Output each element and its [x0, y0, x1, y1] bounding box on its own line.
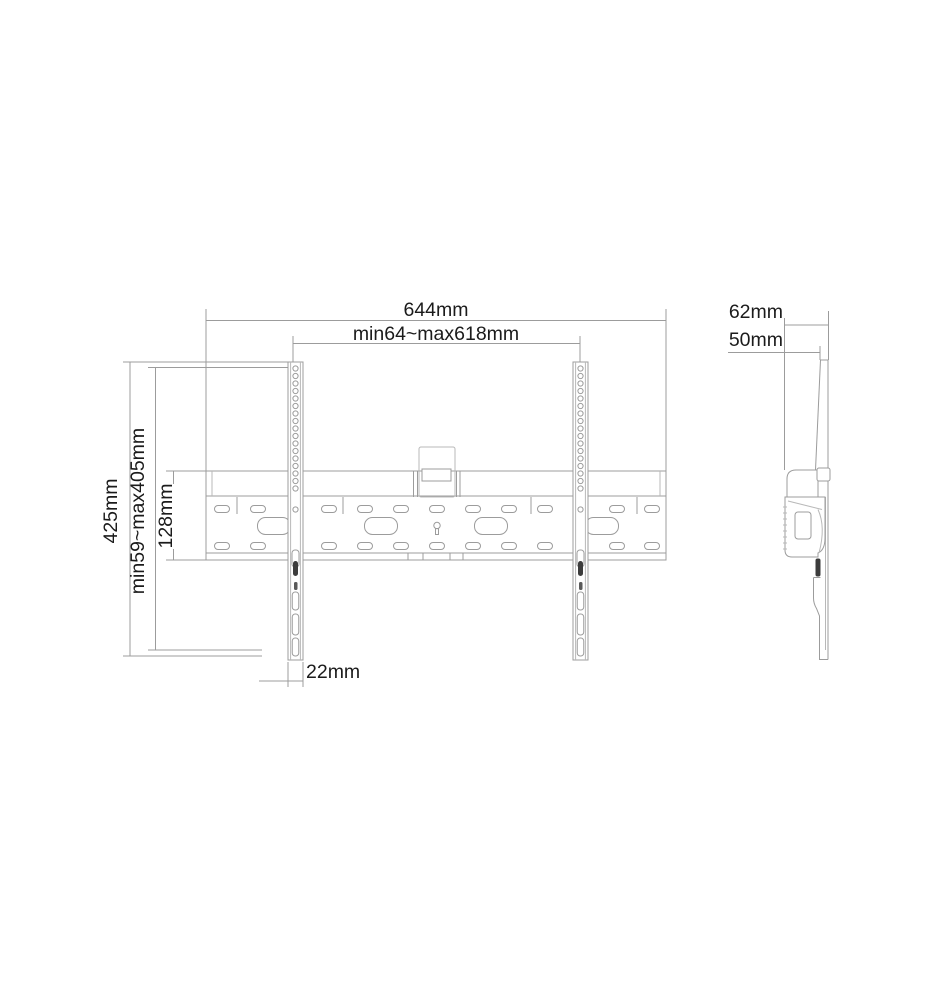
dim-plate-height: 128mm [155, 483, 177, 549]
dim-depth-front: 50mm [728, 329, 783, 351]
right-bracket [573, 362, 588, 660]
center-hook [414, 447, 461, 497]
side-dimensions [728, 301, 829, 470]
dim-arm-width: 22mm [306, 661, 361, 683]
mounting-slots-row-top [215, 506, 660, 513]
keyhole [434, 522, 440, 534]
side-top-clip [817, 468, 830, 481]
dim-total-height: 425mm [100, 478, 122, 544]
dim-mount-height-range: min59~max405mm [127, 427, 149, 595]
dim-mount-width-range: min64~max618mm [352, 323, 520, 345]
left-bracket [288, 362, 303, 660]
dim-total-width: 644mm [403, 299, 469, 321]
dim-depth-total: 62mm [728, 301, 783, 323]
side-lock-bolt [816, 559, 821, 577]
wall-plate-outline [206, 471, 666, 560]
side-wall-plate-profile [783, 470, 825, 557]
front-view [100, 299, 666, 687]
bottom-tabs [408, 553, 463, 560]
side-profile-cutout [795, 512, 811, 539]
side-view [728, 301, 830, 660]
wall-plate [206, 471, 666, 560]
mounting-slots-row-bottom [215, 543, 660, 550]
